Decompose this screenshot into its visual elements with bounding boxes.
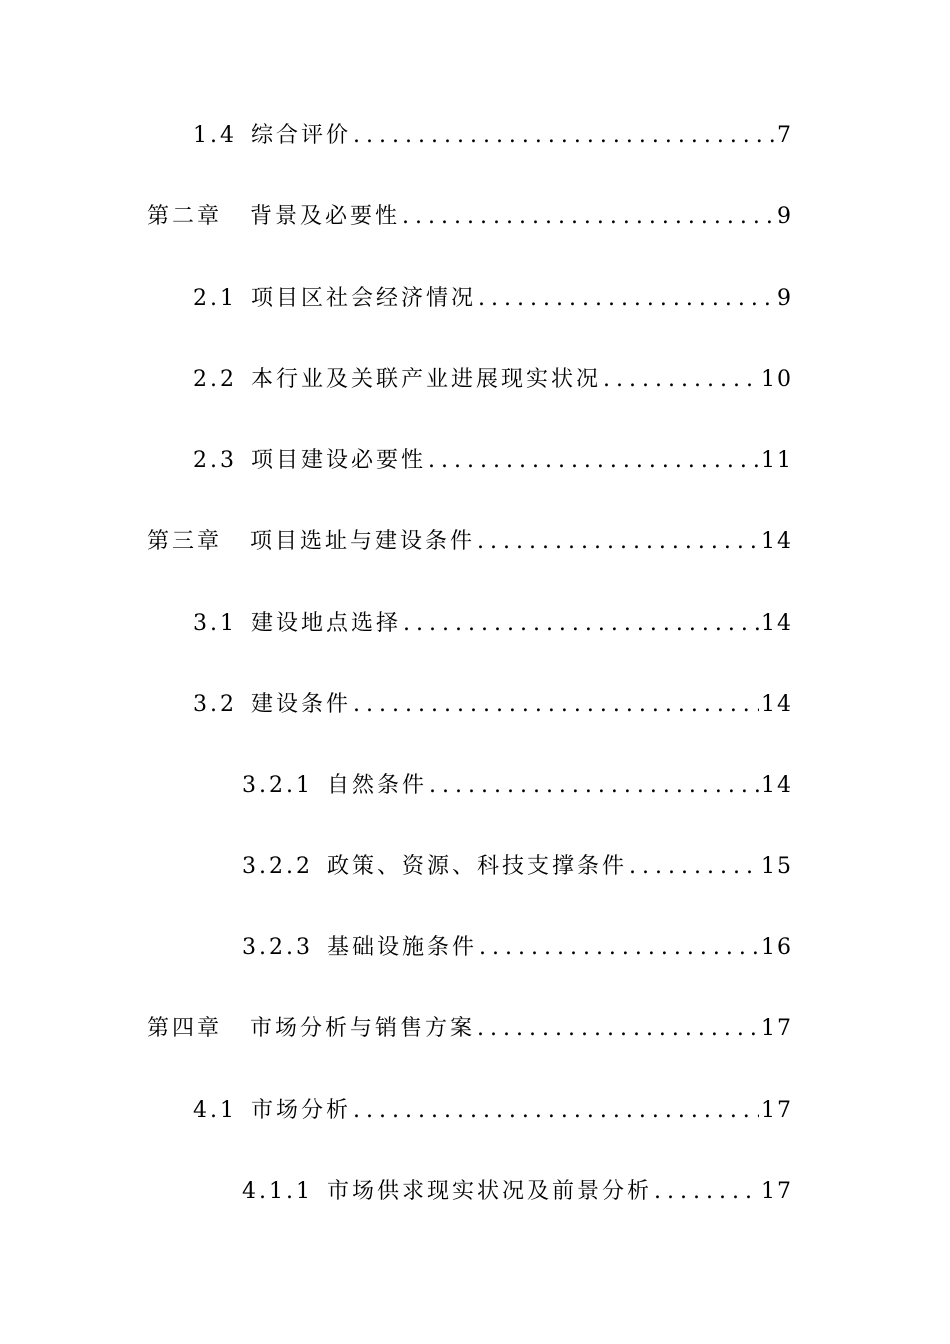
section-title: 项目区社会经济情况: [251, 286, 477, 311]
page-number: 14: [761, 692, 793, 717]
page-number: 7: [777, 123, 793, 148]
dot-leader: [603, 365, 759, 395]
dot-leader: [629, 852, 759, 882]
section-number: 2.1: [193, 286, 237, 311]
toc-entry[interactable]: [193, 121, 793, 151]
page-number: 15: [761, 854, 793, 879]
dot-leader: [353, 121, 775, 151]
subsection-title: 基础设施条件: [326, 935, 477, 960]
toc-chapter-entry[interactable]: [147, 1014, 793, 1044]
page-number: 16: [761, 935, 793, 960]
subsection-number: 3.2.1: [242, 773, 313, 798]
toc-entry[interactable]: [193, 609, 793, 639]
section-title: 建设条件: [251, 692, 352, 717]
section-number: 3.1: [193, 611, 237, 636]
subsection-title: 自然条件: [326, 773, 427, 798]
page-number: 9: [777, 286, 793, 311]
toc-subsection-entry[interactable]: [242, 933, 793, 963]
toc-subsection-entry[interactable]: [242, 771, 793, 801]
toc-subsection-entry[interactable]: [242, 1177, 793, 1207]
chapter-number: 第二章: [147, 204, 223, 229]
dot-leader: [353, 1096, 759, 1126]
section-title: 综合评价: [251, 123, 352, 148]
section-title: 建设地点选择: [251, 611, 402, 636]
page-number: 17: [761, 1098, 793, 1123]
chapter-number: 第三章: [147, 529, 223, 554]
dot-leader: [428, 446, 759, 476]
page-number: 14: [761, 611, 793, 636]
page-number: 14: [761, 529, 793, 554]
chapter-number: 第四章: [147, 1016, 223, 1041]
dot-leader: [654, 1177, 759, 1207]
dot-leader: [353, 690, 759, 720]
section-number: 3.2: [193, 692, 237, 717]
page-number: 11: [761, 448, 793, 473]
toc-subsection-entry[interactable]: [242, 852, 793, 882]
page-number: 17: [761, 1016, 793, 1041]
subsection-number: 3.2.3: [242, 935, 313, 960]
page-number: 10: [761, 367, 793, 392]
page-number: 14: [761, 773, 793, 798]
section-number: 2.3: [193, 448, 237, 473]
section-number: 4.1: [193, 1098, 237, 1123]
toc-entry[interactable]: [193, 284, 793, 314]
subsection-number: 4.1.1: [242, 1179, 313, 1204]
chapter-title: 背景及必要性: [250, 204, 401, 229]
dot-leader: [478, 284, 775, 314]
toc-entry[interactable]: [193, 690, 793, 720]
section-number: 2.2: [193, 367, 237, 392]
toc-entry[interactable]: [193, 1096, 793, 1126]
toc-entry[interactable]: [193, 365, 793, 395]
page-number: 9: [777, 204, 793, 229]
subsection-title: 市场供求现实状况及前景分析: [326, 1179, 652, 1204]
section-title: 市场分析: [251, 1098, 352, 1123]
subsection-title: 政策、资源、科技支撑条件: [326, 854, 627, 879]
toc-entry[interactable]: [193, 446, 793, 476]
section-number: 1.4: [193, 123, 237, 148]
dot-leader: [403, 609, 759, 639]
dot-leader: [479, 933, 759, 963]
section-title: 本行业及关联产业进展现实状况: [251, 367, 602, 392]
subsection-number: 3.2.2: [242, 854, 313, 879]
chapter-title: 项目选址与建设条件: [250, 529, 476, 554]
dot-leader: [477, 527, 759, 557]
page-number: 17: [761, 1179, 793, 1204]
dot-leader: [477, 1014, 759, 1044]
toc-chapter-entry[interactable]: [147, 202, 793, 232]
toc-chapter-entry[interactable]: [147, 527, 793, 557]
section-title: 项目建设必要性: [251, 448, 427, 473]
chapter-title: 市场分析与销售方案: [250, 1016, 476, 1041]
dot-leader: [402, 202, 775, 232]
dot-leader: [429, 771, 759, 801]
